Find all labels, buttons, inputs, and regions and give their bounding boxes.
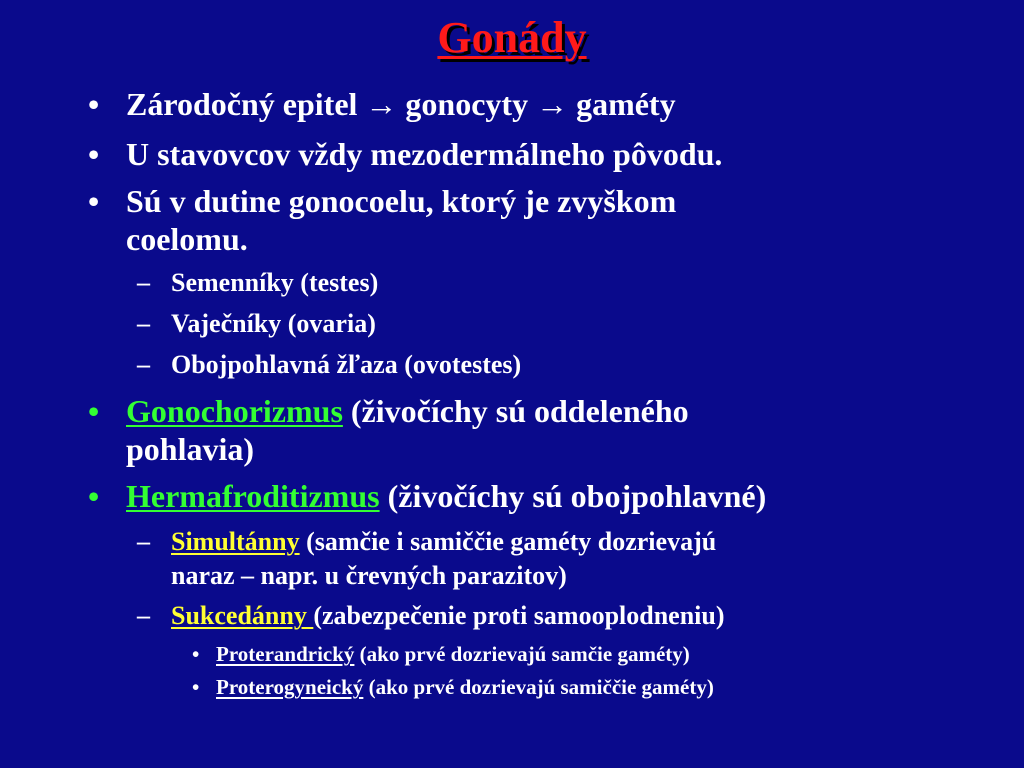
dash-marker: – xyxy=(137,527,150,556)
bullet-text-continuation: pohlavia) xyxy=(126,431,255,467)
bullet-item xyxy=(88,393,689,430)
sub-item xyxy=(137,309,376,339)
sub-item xyxy=(137,350,522,380)
dash-marker: – xyxy=(137,601,150,630)
sub-item-text: (zabezpečenie proti samooplodneniu) xyxy=(313,601,725,630)
bullet-item xyxy=(88,86,676,123)
bullet-text: Sú v dutine gonocoelu, ktorý je zvyškom xyxy=(126,183,677,219)
sub-item xyxy=(137,601,725,631)
sub-item xyxy=(137,527,717,557)
term-gonochorizmus: Gonochorizmus xyxy=(126,393,343,429)
bullet-item xyxy=(88,136,723,173)
bullet-marker: • xyxy=(88,393,100,429)
bullet-marker: • xyxy=(88,86,100,122)
dash-marker: – xyxy=(137,309,150,338)
sub-item-text: Semenníky (testes) xyxy=(171,268,379,297)
bullet-item xyxy=(88,478,767,515)
term-proterogyneicky: Proterogyneický xyxy=(216,675,364,699)
bullet-marker: • xyxy=(88,183,100,219)
sub-item-text: Vaječníky (ovaria) xyxy=(171,309,376,338)
sub-sub-item-text: (ako prvé dozrievajú samiččie gaméty) xyxy=(363,675,714,699)
bullet-text: Zárodočný epitel → gonocyty → gaméty xyxy=(126,86,676,122)
slide-title: Gonády xyxy=(437,13,587,62)
dash-marker: – xyxy=(137,350,150,379)
sub-item-continuation: naraz – napr. u črevných parazitov) xyxy=(171,561,567,590)
bullet-marker: • xyxy=(192,642,200,666)
sub-item-text: (samčie i samiččie gaméty dozrievajú xyxy=(299,527,717,556)
sub-item-text: Obojpohlavná žľaza (ovotestes) xyxy=(171,350,522,379)
dash-marker: – xyxy=(137,268,150,297)
bullet-item xyxy=(88,183,677,220)
bullet-marker: • xyxy=(88,478,100,514)
sub-item xyxy=(137,268,379,298)
term-sukcedanny: Sukcedánny xyxy=(171,601,314,630)
sub-sub-item xyxy=(192,675,714,700)
bullet-text: U stavovcov vždy mezodermálneho pôvodu. xyxy=(126,136,723,172)
bullet-text-continuation: coelomu. xyxy=(126,221,248,257)
term-hermafroditizmus: Hermafroditizmus xyxy=(126,478,380,514)
bullet-marker: • xyxy=(88,136,100,172)
term-simultanny: Simultánny xyxy=(171,527,300,556)
bullet-text: (živočíchy sú oddeleného xyxy=(342,393,689,429)
sub-sub-item xyxy=(192,642,690,667)
bullet-marker: • xyxy=(192,675,200,699)
bullet-text: (živočíchy sú obojpohlavné) xyxy=(379,478,767,514)
sub-sub-item-text: (ako prvé dozrievajú samčie gaméty) xyxy=(354,642,690,666)
term-proterandricky: Proterandrický xyxy=(216,642,355,666)
